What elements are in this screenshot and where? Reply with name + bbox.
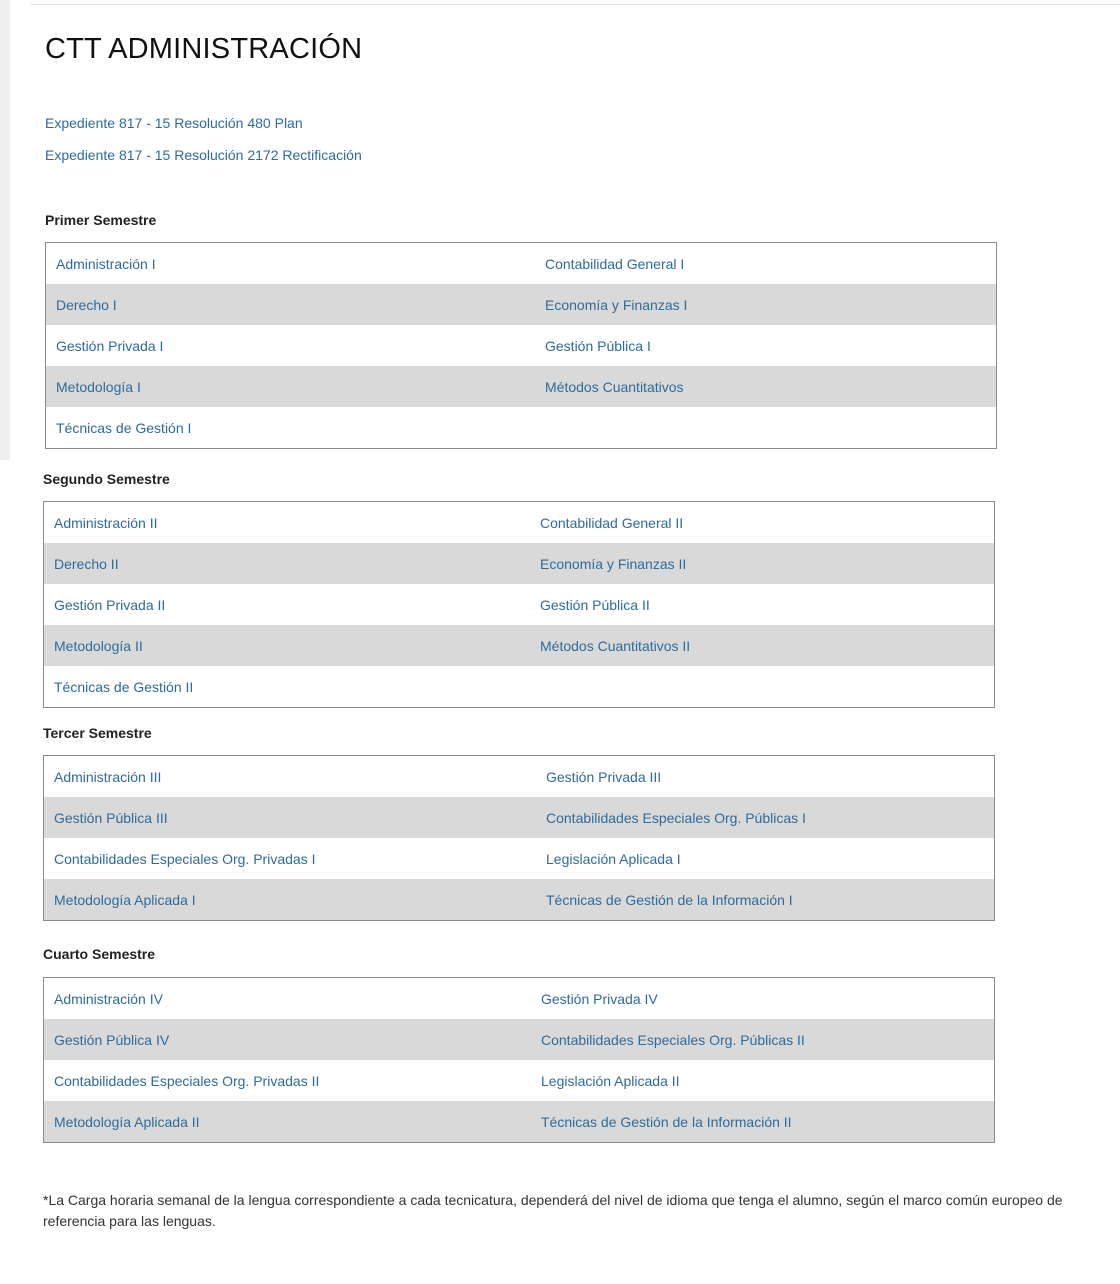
subject-link[interactable]: Técnicas de Gestión de la Información I bbox=[546, 891, 793, 908]
table-row bbox=[44, 666, 994, 707]
table-row bbox=[46, 243, 996, 284]
table-row bbox=[44, 1019, 994, 1060]
subject-link[interactable]: Gestión Privada II bbox=[54, 596, 166, 613]
subject-link[interactable]: Gestión Pública II bbox=[540, 596, 650, 613]
semester-table-2 bbox=[43, 501, 995, 708]
semester-table-1 bbox=[45, 242, 997, 449]
top-divider bbox=[30, 4, 1120, 5]
subject-link[interactable]: Metodología II bbox=[54, 637, 143, 654]
table-row bbox=[44, 797, 994, 838]
table-row bbox=[44, 502, 994, 543]
table-row bbox=[44, 756, 994, 797]
subject-link[interactable]: Técnicas de Gestión I bbox=[56, 419, 192, 436]
table-row bbox=[44, 584, 994, 625]
subject-link[interactable]: Metodología I bbox=[56, 378, 141, 395]
table-row bbox=[44, 1060, 994, 1101]
semester-heading-3: Tercer Semestre bbox=[43, 725, 152, 741]
subject-link[interactable]: Metodología Aplicada II bbox=[54, 1113, 200, 1130]
semester-table-4 bbox=[43, 977, 995, 1143]
subject-link[interactable]: Gestión Pública I bbox=[545, 337, 651, 354]
semester-heading-2: Segundo Semestre bbox=[43, 471, 170, 487]
subject-link[interactable]: Contabilidades Especiales Org. Públicas II bbox=[541, 1031, 805, 1048]
document-link-resolucion-480[interactable]: Expediente 817 - 15 Resolución 480 Plan bbox=[45, 115, 303, 131]
subject-link[interactable]: Administración I bbox=[56, 255, 156, 272]
subject-link[interactable]: Contabilidades Especiales Org. Privadas I bbox=[54, 850, 316, 867]
subject-link[interactable]: Gestión Pública IV bbox=[54, 1031, 170, 1048]
page-title: CTT ADMINISTRACIÓN bbox=[45, 33, 363, 65]
subject-link[interactable]: Contabilidad General II bbox=[540, 514, 684, 531]
footnote: *La Carga horaria semanal de la lengua correspondiente a cada tecnicatura, dependerá del nivel de idioma que tenga el alumno, según el marco común europeo de referencia para las lenguas. bbox=[43, 1192, 1063, 1229]
subject-link[interactable]: Contabilidad General I bbox=[545, 255, 685, 272]
subject-link[interactable]: Técnicas de Gestión de la Información II bbox=[541, 1113, 792, 1130]
semester-heading-1: Primer Semestre bbox=[45, 212, 157, 228]
subject-link[interactable]: Metodología Aplicada I bbox=[54, 891, 196, 908]
subject-link[interactable]: Derecho I bbox=[56, 296, 117, 313]
subject-link[interactable]: Administración IV bbox=[54, 990, 163, 1007]
table-row bbox=[44, 978, 994, 1019]
table-row bbox=[46, 284, 996, 325]
table-row bbox=[46, 325, 996, 366]
subject-link[interactable]: Derecho II bbox=[54, 555, 119, 572]
document-link-resolucion-2172[interactable]: Expediente 817 - 15 Resolución 2172 Rectificación bbox=[45, 147, 362, 163]
subject-link[interactable]: Economía y Finanzas I bbox=[545, 296, 688, 313]
table-row bbox=[44, 625, 994, 666]
subject-link[interactable]: Técnicas de Gestión II bbox=[54, 678, 194, 695]
subject-link[interactable]: Gestión Privada III bbox=[546, 768, 662, 785]
subject-link[interactable]: Métodos Cuantitativos bbox=[545, 378, 684, 395]
subject-link[interactable]: Gestión Pública III bbox=[54, 809, 168, 826]
subject-link[interactable]: Legislación Aplicada II bbox=[541, 1072, 680, 1089]
subject-link[interactable]: Legislación Aplicada I bbox=[546, 850, 681, 867]
semester-heading-4: Cuarto Semestre bbox=[43, 946, 156, 962]
subject-link[interactable]: Administración II bbox=[54, 514, 158, 531]
left-edge-strip bbox=[0, 0, 10, 460]
table-row bbox=[44, 838, 994, 879]
subject-link[interactable]: Contabilidades Especiales Org. Públicas I bbox=[546, 809, 806, 826]
table-row bbox=[46, 407, 996, 448]
subject-link[interactable]: Métodos Cuantitativos II bbox=[540, 637, 691, 654]
semester-table-3 bbox=[43, 755, 995, 921]
table-row bbox=[46, 366, 996, 407]
subject-link[interactable]: Gestión Privada IV bbox=[541, 990, 658, 1007]
subject-link[interactable]: Gestión Privada I bbox=[56, 337, 164, 354]
subject-link[interactable]: Economía y Finanzas II bbox=[540, 555, 687, 572]
subject-link[interactable]: Administración III bbox=[54, 768, 162, 785]
table-row bbox=[44, 1101, 994, 1142]
table-row bbox=[44, 879, 994, 920]
subject-link[interactable]: Contabilidades Especiales Org. Privadas II bbox=[54, 1072, 320, 1089]
table-row bbox=[44, 543, 994, 584]
